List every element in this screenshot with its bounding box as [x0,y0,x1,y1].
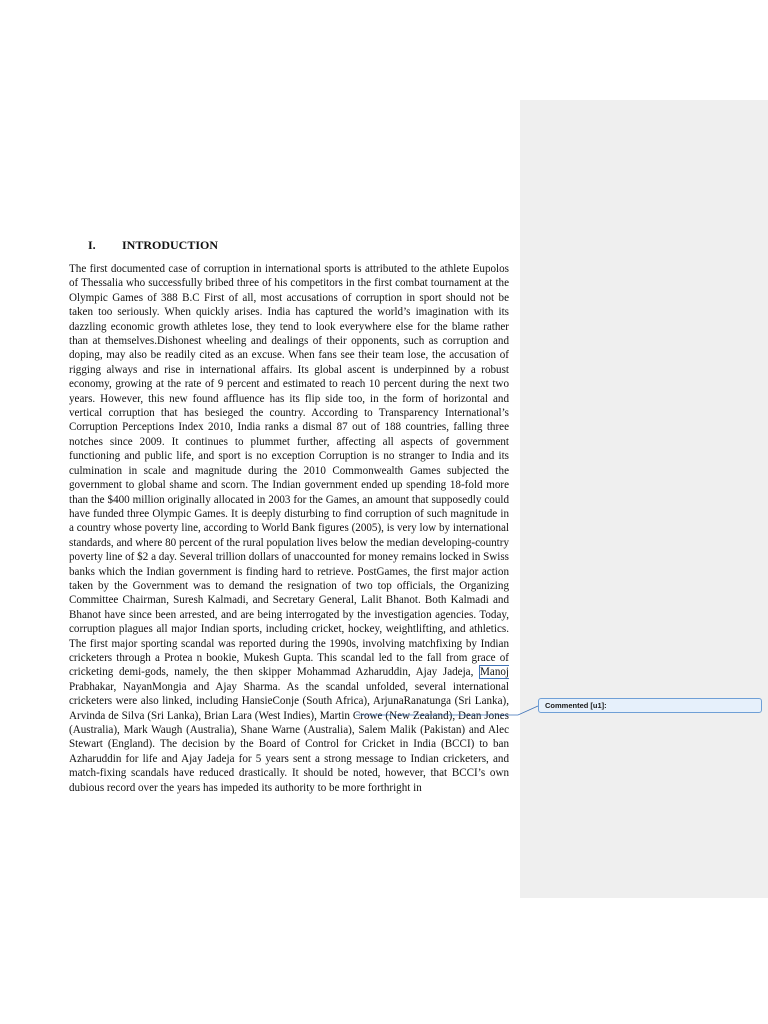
body-paragraph[interactable] [69,262,509,795]
comment-balloon[interactable] [538,698,762,713]
paragraph-text-after: Prabhakar, NayanMongia and Ajay Sharma. As the scandal unfolded, several international cricketers were also linked, including HansieConje (South Africa), ArjunaRanatunga (Sri Lanka), Arvinda de Silva (Sri Lanka), Brian Lara (West Indies), Martin Crowe (New Zealand), Dean Jones (Australia), Mark Waugh (Australia), Shane Warne (Australia), Salem Malik (Pakistan) and Alec Stewart (England). The decision by the Board of Control for Cricket in India (BCCI) to ban Azharuddin for life and Ajay Jadeja for 5 years sent a strong message to Indian cricketers, and match-fixing scandals have reduced drastically. It should be noted, however, that BCCI’s own dubious record over the years has impeded its authority to be more forthright in [69,680,509,794]
section-heading [88,238,218,253]
comment-margin-pane [520,100,768,898]
section-title: INTRODUCTION [122,238,219,252]
commented-text-highlight[interactable]: Manoj [480,666,509,679]
paragraph-text-before: The first documented case of corruption in international sports is attributed to the athlete Eupolos of Thessalia who successfully bribed three of his competitors in the first combat tournament at the Olympic Games of 388 B.C First of all, most accusations of corruption in sport should not be taken too seriously. When quickly arises. India has captured the world’s imagination with its dazzling economic growth athletes lose, they tend to look everywhere else for the blame rather than at themselves.Dishonest wheeling and dealings of their opponents, such as corruption and doping, may also be readily cited as an excuse. When fans see their team lose, the accusation of rigging always and rise in international affairs. Its global ascent is underpinned by a robust economy, growing at the rate of 9 percent and estimated to reach 10 percent during the next two years. However, this new found affluence has its flip side too, in the form of horizontal and vertical corruption that has besieged the country. According to Transparency International’s Corruption Perceptions Index 2010, India ranks a dismal 87 out of 188 countries, falling three notches since 2009. It continues to plummet further, affecting all aspects of government functioning and public life, and sport is no exception Corruption is no stranger to India and its culmination in scale and magnitude during the 2010 Commonwealth Games subjected the government to global shame and scorn. The Indian government ended up spending 18-fold more than the $400 million originally allocated in 2003 for the Games, an amount that supposedly could have funded three Olympic Games. It is deeply disturbing to find corruption of such magnitude in a country whose poverty line, according to World Bank figures (2005), is very low by international standards, and where 80 percent of the rural population lives below the median developing-country poverty line of $2 a day. Several trillion dollars of unaccounted for money remains locked in Swiss banks which the Indian government is finding hard to retrieve. PostGames, the first major action taken by the Government was to demand the resignation of two top officials, the Organizing Committee Chairman, Suresh Kalmadi, and Secretary General, Lalit Bhanot. Both Kalmadi and Bhanot have since been arrested, and are being interrogated by the investigation agencies. Today, corruption plagues all major Indian sports, including cricket, hockey, weightlifting, and athletics. The first major sporting scandal was reported during the 1990s, involving matchfixing by Indian cricketers through a Protea n bookie, Mukesh Gupta. This scandal led to the fall from grace of cricketing demi-gods, namely, the then skipper Mohammad Azharuddin, Ajay Jadeja, [69,263,509,679]
comment-label: Commented [u1]: [545,701,607,710]
section-number: I. [88,238,96,252]
